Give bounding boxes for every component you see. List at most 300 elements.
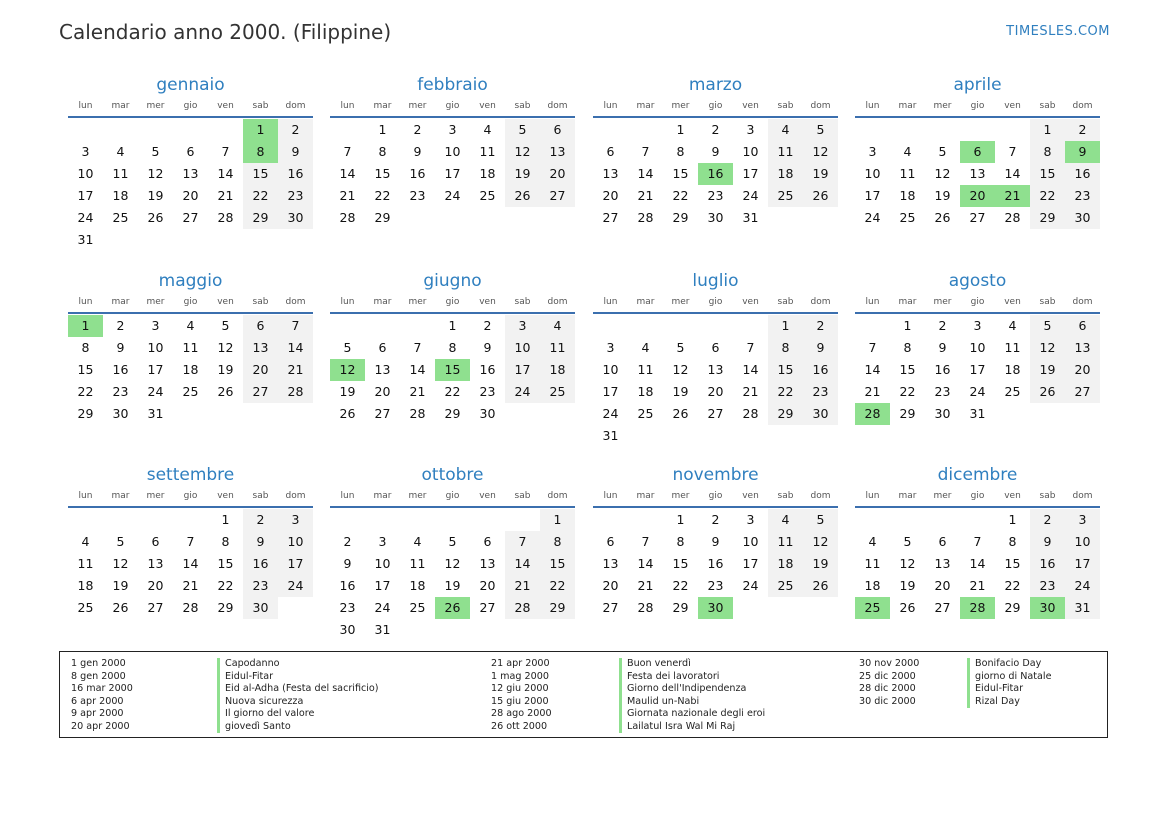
day-cell: 16 [479,362,496,377]
weekday-label: lun [603,101,618,111]
day-cell: 6 [606,144,615,159]
day-cell: 3 [151,318,160,333]
day-cell: 15 [1004,556,1021,571]
day-cell: 27 [243,381,278,403]
month-name: novembre [672,465,759,485]
day-cell: 19 [934,188,951,203]
weekday-label: dom [285,491,306,501]
weekday-label: ven [1004,297,1021,307]
day-cell: 1 [540,509,575,531]
day-cell: 7 [868,340,877,355]
day-cell: 9 [243,531,278,553]
day-cell: 8 [221,534,230,549]
day-cell: 20 [934,578,951,593]
day-cell: 29 [672,210,689,225]
day-cell: 5 [903,534,912,549]
header-divider [68,116,313,118]
empty-cell [138,119,173,141]
day-cell: 7 [278,315,313,337]
month-name: febbraio [417,75,488,95]
day-cell: 18 [899,188,916,203]
day-cell: 4 [413,534,422,549]
empty-cell [593,119,628,141]
weekday-label: sab [252,491,269,501]
legend-dates-col-2 [491,658,552,733]
day-cell: 14 [217,166,234,181]
day-cell: 10 [444,144,461,159]
weekday-label: mer [408,297,427,307]
month-settembre [68,464,313,619]
day-cell: 23 [934,384,951,399]
weekday-label: ven [217,101,234,111]
weekday-label: mar [898,101,917,111]
day-cell: 17 [742,556,759,571]
day-cell: 24 [602,406,619,421]
weekday-label: gio [970,491,985,501]
legend-date: 12 giu 2000 [491,683,549,694]
day-cell: 10 [374,556,391,571]
weekday-label: ven [742,101,759,111]
day-cell: 11 [540,337,575,359]
holiday-day-cell: 16 [698,163,733,185]
day-cell: 25 [1004,384,1021,399]
day-cell: 24 [864,210,881,225]
brand-link[interactable]: TIMESLES.COM [1006,24,1110,39]
empty-cell [435,509,470,531]
weekday-label: ven [742,491,759,501]
day-cell: 4 [1008,318,1017,333]
day-cell: 30 [934,406,951,421]
day-cell: 11 [1004,340,1021,355]
weekday-label: mar [636,491,655,501]
weekday-label: gio [445,297,460,307]
day-cell: 12 [112,556,129,571]
legend-names-col-1 [217,658,379,733]
weekday-label: gio [708,297,723,307]
holiday-day-cell: 6 [960,141,995,163]
day-cell: 30 [278,207,313,229]
day-cell: 20 [602,188,619,203]
day-cell: 6 [151,534,160,549]
day-cell: 19 [803,163,838,185]
day-cell: 28 [217,210,234,225]
day-cell: 27 [540,185,575,207]
day-grid [593,315,838,447]
day-cell: 16 [1065,163,1100,185]
month-name: settembre [146,465,235,485]
weekday-label: lun [340,101,355,111]
day-cell: 3 [81,144,90,159]
weekday-label: lun [603,297,618,307]
day-cell: 26 [505,185,540,207]
weekday-label: dom [547,101,568,111]
day-cell: 6 [243,315,278,337]
day-cell: 5 [803,119,838,141]
weekday-label: ven [479,491,496,501]
month-name: agosto [948,271,1007,291]
month-gennaio [68,74,313,251]
month-febbraio [330,74,575,229]
empty-cell [103,119,138,141]
legend-date: 1 gen 2000 [71,658,126,669]
day-cell: 17 [374,578,391,593]
day-cell: 24 [969,384,986,399]
day-cell: 28 [278,381,313,403]
legend-date: 21 apr 2000 [491,658,550,669]
day-grid [68,315,313,425]
day-cell: 1 [221,512,230,527]
day-cell: 17 [444,166,461,181]
day-cell: 27 [1065,381,1100,403]
day-cell: 27 [479,600,496,615]
day-cell: 3 [278,509,313,531]
day-cell: 4 [116,144,125,159]
day-cell: 7 [1008,144,1017,159]
weekday-label: lun [78,101,93,111]
day-cell: 2 [711,512,720,527]
weekday-label: sab [1039,297,1056,307]
day-cell: 28 [637,210,654,225]
day-cell: 22 [77,384,94,399]
day-cell: 19 [147,188,164,203]
day-cell: 8 [768,337,803,359]
day-cell: 28 [505,597,540,619]
legend-holiday-name: Eidul-Fitar [217,671,379,684]
day-cell: 21 [637,578,654,593]
day-cell: 19 [672,384,689,399]
day-cell: 31 [1065,597,1100,619]
day-cell: 3 [973,318,982,333]
weekday-header [855,295,1100,309]
day-cell: 31 [147,406,164,421]
holiday-day-cell: 1 [68,315,103,337]
day-cell: 10 [864,166,881,181]
day-cell: 28 [182,600,199,615]
weekday-label: gio [183,297,198,307]
day-cell: 18 [637,384,654,399]
day-cell: 23 [1065,185,1100,207]
day-cell: 22 [540,575,575,597]
day-cell: 17 [864,188,881,203]
day-cell: 19 [217,362,234,377]
weekday-label: mar [898,297,917,307]
day-cell: 9 [711,534,720,549]
holiday-day-cell: 26 [435,597,470,619]
day-cell: 13 [602,166,619,181]
weekday-label: dom [547,491,568,501]
day-cell: 30 [339,622,356,637]
day-cell: 30 [479,406,496,421]
day-cell: 20 [540,163,575,185]
day-cell: 22 [899,384,916,399]
day-cell: 22 [243,185,278,207]
empty-cell [855,509,890,531]
day-cell: 8 [1030,141,1065,163]
day-cell: 12 [803,531,838,553]
day-cell: 6 [711,340,720,355]
day-cell: 11 [768,141,803,163]
day-grid [855,315,1100,425]
day-cell: 13 [934,556,951,571]
day-cell: 5 [938,144,947,159]
day-cell: 15 [1030,163,1065,185]
empty-cell [173,119,208,141]
month-ottobre [330,464,575,641]
day-cell: 4 [768,119,803,141]
weekday-header [68,99,313,113]
legend-holiday-name: giovedì Santo [217,721,379,734]
weekday-header [330,489,575,503]
day-cell: 27 [707,406,724,421]
day-cell: 12 [505,141,540,163]
day-cell: 2 [803,315,838,337]
weekday-label: mer [671,297,690,307]
day-cell: 27 [934,600,951,615]
day-cell: 11 [768,531,803,553]
weekday-label: mar [898,491,917,501]
legend-holiday-name: Festa dei lavoratori [619,671,765,684]
day-cell: 14 [1004,166,1021,181]
day-cell: 16 [278,163,313,185]
weekday-label: mar [636,297,655,307]
holiday-legend [59,651,1108,738]
day-cell: 31 [374,622,391,637]
day-cell: 20 [147,578,164,593]
weekday-header [330,99,575,113]
day-cell: 4 [903,144,912,159]
day-cell: 11 [182,340,199,355]
day-cell: 28 [637,600,654,615]
day-cell: 25 [479,188,496,203]
empty-cell [593,509,628,531]
day-cell: 13 [1065,337,1100,359]
weekday-label: mer [408,101,427,111]
holiday-day-cell: 25 [855,597,890,619]
day-cell: 1 [676,512,685,527]
day-cell: 5 [448,534,457,549]
weekday-label: gio [708,491,723,501]
legend-holiday-name: Lailatul Isra Wal Mi Raj [619,721,765,734]
day-cell: 12 [934,166,951,181]
weekday-label: sab [777,101,794,111]
day-cell: 9 [938,340,947,355]
day-cell: 10 [602,362,619,377]
weekday-label: mer [671,101,690,111]
day-cell: 2 [1065,119,1100,141]
weekday-label: dom [1072,297,1093,307]
weekday-label: mer [146,491,165,501]
day-grid [593,119,838,229]
day-cell: 26 [899,600,916,615]
day-cell: 2 [116,318,125,333]
day-cell: 12 [672,362,689,377]
weekday-label: ven [217,297,234,307]
holiday-day-cell: 30 [698,597,733,619]
day-cell: 15 [672,166,689,181]
weekday-label: mar [373,297,392,307]
day-cell: 4 [483,122,492,137]
weekday-label: mer [146,101,165,111]
empty-cell [103,509,138,531]
weekday-label: dom [810,491,831,501]
day-cell: 14 [339,166,356,181]
day-cell: 23 [278,185,313,207]
empty-cell [330,315,365,337]
weekday-label: sab [514,101,531,111]
day-cell: 18 [479,166,496,181]
day-cell: 14 [409,362,426,377]
day-cell: 14 [278,337,313,359]
empty-cell [138,509,173,531]
day-cell: 19 [444,578,461,593]
day-cell: 10 [1065,531,1100,553]
day-cell: 3 [505,315,540,337]
empty-cell [330,119,365,141]
day-cell: 31 [969,406,986,421]
day-cell: 8 [1008,534,1017,549]
legend-holiday-name: Nuova sicurezza [217,696,379,709]
day-cell: 25 [182,384,199,399]
day-cell: 25 [540,381,575,403]
empty-cell [330,509,365,531]
weekday-label: sab [1039,491,1056,501]
day-cell: 22 [217,578,234,593]
day-cell: 4 [868,534,877,549]
day-cell: 27 [969,210,986,225]
day-cell: 5 [116,534,125,549]
weekday-label: sab [514,491,531,501]
day-cell: 27 [374,406,391,421]
weekday-label: lun [603,491,618,501]
day-cell: 17 [602,384,619,399]
day-cell: 4 [540,315,575,337]
weekday-label: gio [970,101,985,111]
day-cell: 15 [540,553,575,575]
month-aprile [855,74,1100,229]
day-cell: 18 [112,188,129,203]
day-cell: 24 [505,381,540,403]
holiday-day-cell: 9 [1065,141,1100,163]
weekday-label: lun [340,297,355,307]
day-cell: 28 [409,406,426,421]
day-cell: 20 [374,384,391,399]
day-cell: 1 [676,122,685,137]
weekday-label: gio [183,491,198,501]
legend-date: 20 apr 2000 [71,720,130,732]
weekday-header [68,489,313,503]
legend-date: 8 gen 2000 [71,670,126,682]
legend-holiday-name: Eidul-Fitar [967,683,1051,696]
day-cell: 7 [413,340,422,355]
weekday-label: lun [865,101,880,111]
day-cell: 15 [768,359,803,381]
month-name: maggio [158,271,223,291]
legend-date: 9 apr 2000 [71,708,124,719]
day-cell: 2 [278,119,313,141]
day-cell: 9 [278,141,313,163]
day-cell: 1 [903,318,912,333]
day-cell: 9 [483,340,492,355]
weekday-label: mer [671,491,690,501]
day-cell: 3 [606,340,615,355]
day-cell: 7 [641,534,650,549]
weekday-label: lun [78,491,93,501]
day-cell: 10 [147,340,164,355]
day-cell: 24 [742,578,759,593]
month-name: marzo [688,75,743,95]
day-cell: 31 [602,428,619,443]
day-cell: 12 [899,556,916,571]
empty-cell [365,509,400,531]
day-cell: 29 [374,210,391,225]
day-cell: 2 [711,122,720,137]
day-cell: 3 [746,512,755,527]
day-cell: 10 [278,531,313,553]
day-cell: 6 [606,534,615,549]
day-cell: 16 [934,362,951,377]
day-cell: 1 [378,122,387,137]
day-cell: 11 [409,556,426,571]
legend-date: 26 ott 2000 [491,720,548,732]
header-divider [593,506,838,508]
month-luglio [593,270,838,447]
day-cell: 14 [742,362,759,377]
day-cell: 20 [602,578,619,593]
legend-names-col-2 [619,658,765,733]
legend-date: 16 mar 2000 [71,683,133,694]
day-grid [330,509,575,641]
legend-date: 6 apr 2000 [71,695,124,707]
weekday-label: dom [810,101,831,111]
weekday-label: ven [479,297,496,307]
day-cell: 16 [339,578,356,593]
day-cell: 16 [112,362,129,377]
header-divider [68,312,313,314]
day-cell: 14 [182,556,199,571]
legend-holiday-name: Giorno dell'Indipendenza [619,683,765,696]
holiday-day-cell: 28 [855,403,890,425]
empty-cell [960,509,995,531]
weekday-label: dom [1072,491,1093,501]
weekday-label: gio [183,101,198,111]
weekday-label: ven [742,297,759,307]
day-cell: 23 [479,384,496,399]
day-cell: 3 [448,122,457,137]
weekday-label: mer [146,297,165,307]
day-cell: 2 [1030,509,1065,531]
weekday-label: lun [340,491,355,501]
legend-date: 15 giu 2000 [491,695,549,707]
day-cell: 1 [1030,119,1065,141]
day-cell: 5 [1030,315,1065,337]
day-cell: 29 [540,597,575,619]
day-cell: 26 [339,406,356,421]
day-cell: 6 [378,340,387,355]
day-cell: 3 [868,144,877,159]
day-cell: 22 [1004,578,1021,593]
day-cell: 10 [742,144,759,159]
day-cell: 6 [938,534,947,549]
day-cell: 9 [711,144,720,159]
day-cell: 23 [339,600,356,615]
day-cell: 7 [746,340,755,355]
day-cell: 5 [505,119,540,141]
day-cell: 24 [1065,575,1100,597]
legend-date: 25 dic 2000 [859,670,916,682]
day-cell: 5 [151,144,160,159]
weekday-label: mer [933,491,952,501]
day-cell: 8 [448,340,457,355]
